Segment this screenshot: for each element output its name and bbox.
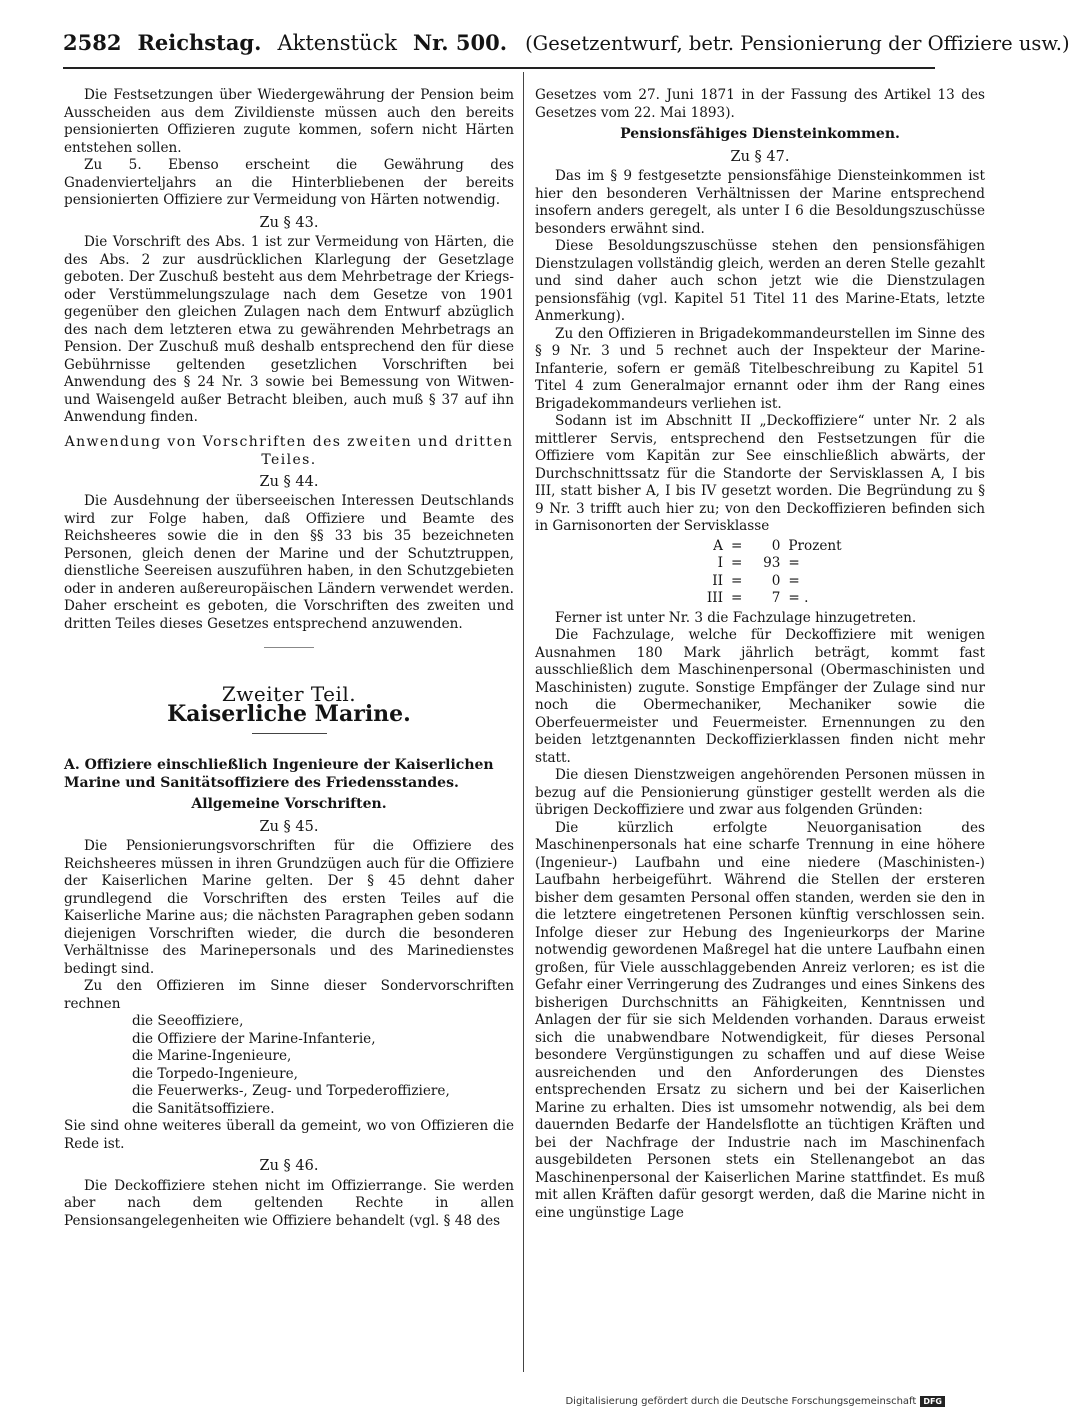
- left-column: [64, 87, 514, 1230]
- paragraph: Ferner ist unter Nr. 3 die Fachzulage hinzugetreten.: [555, 609, 917, 626]
- header-reichstag: Reichstag.: [137, 30, 262, 55]
- table-cell: Prozent: [788, 537, 842, 554]
- paragraph: Die Deckoffiziere stehen nicht im Offizierrange. Sie werden aber nach dem geltenden Rechte in allen Pensionsangelegenheiten wie Offiziere behandelt (vgl. § 48 des: [64, 1177, 514, 1229]
- chapter-heading: A. Offiziere einschließlich Ingenieure der Kaiserlichen Marine und Sanitätsoffiziere des Friedensstandes.: [64, 757, 494, 791]
- table-cell: 7: [771, 590, 781, 606]
- paragraph: Zu den Offizieren in Brigadekommandeurstellen im Sinne des § 9 Nr. 3 und 5 rechnet auch der Inspekteur der Marine-Infanterie, sofern er gemäß Titelbeschreibung zu Kapitel 51 Titel 4 zum Generalmajor ernannt oder ihm der Rang eines Brigadekommandeurs verliehen ist.: [535, 325, 985, 412]
- right-column: [535, 87, 985, 1222]
- subsection-heading: Allgemeine Vorschriften.: [191, 796, 387, 812]
- dfg-logo: DFG: [920, 1396, 945, 1407]
- table-cell: = .: [788, 590, 809, 606]
- servis-table: [685, 538, 846, 608]
- paragraph: Das im § 9 festgesetzte pensionsfähige Diensteinkommen ist hier den besonderen Verhältnissen der Marine entsprechend insofern anders geregelt, als unter I 6 die Besoldungszuschüsse besonders erwähnt sind.: [535, 168, 985, 237]
- separator-rule: [264, 647, 314, 648]
- section-heading: Zu § 45.: [259, 818, 319, 835]
- paragraph: Zu den Offizieren im Sinne dieser Sondervorschriften rechnen: [64, 978, 514, 1012]
- table-cell: 0: [771, 537, 781, 554]
- list-item: die Offiziere der Marine-Infanterie,: [132, 1030, 376, 1047]
- table-cell: A: [713, 537, 723, 554]
- header-subject: (Gesetzentwurf, betr. Pensionierung der Offiziere usw.): [525, 32, 1070, 55]
- part-title: Zweiter Teil.: [221, 682, 357, 706]
- subsection-heading: Anwendung von Vorschriften des zweiten und dritten Teiles.: [64, 433, 514, 468]
- section-heading: Zu § 43.: [259, 214, 319, 231]
- paragraph: Die Festsetzungen über Wiedergewährung der Pension beim Ausscheiden aus dem Zivildienste müssen auch den bereits pensionierten Offizieren zugute kommen, sofern nicht Härten entstehen sollen.: [64, 87, 514, 156]
- table-cell: II: [712, 572, 723, 589]
- footer-text: Digitalisierung gefördert durch die Deutsche Forschungsgemeinschaft: [565, 1396, 917, 1407]
- table-row: I = 93 =: [685, 555, 846, 573]
- paragraph: Diese Besoldungszuschüsse stehen den pensionsfähigen Dienstzulagen vollständig gleich, werden an deren Stelle gezahlt und sind daher auch schon jetzt wie die Dienstzulagen pensionsfähig (vgl. Kapitel 51 Titel 11 des Marine-Etats, letzte Anmerkung).: [535, 238, 985, 324]
- table-cell: =: [788, 555, 800, 571]
- paragraph: Die diesen Dienstzweigen angehörenden Personen müssen in bezug auf die Pensionierung günstiger gestellt werden als die übrigen Deckoffiziere und zwar aus folgenden Gründen:: [535, 767, 985, 818]
- paragraph: Die kürzlich erfolgte Neuorganisation des Maschinenpersonals hat eine scharfe Trennung in eine höhere (Ingenieur-) Laufbahn und eine niedere (Maschinisten-) Laufbahn herbeigeführt. Während die Stellen der ersteren bisher dem gesamten Personal offen standen, werden sie den in die letztere eingetretenen Personen künftig verschlossen sein. Infolge dieser zur Hebung des Ingenieurkorps der Marine notwendig gewordenen Maßregel hat die untere Laufbahn einen großen, für Viele ausschlaggebenden Anreiz verloren; es ist die Gefahr einer Verringerung des Zudranges und eines Sinkens des bisherigen Durchschnitts an Fähigkeiten, Kenntnissen und Anlagen der für sie sich Meldenden vorhanden. Daraus erweist sich die unabwendbare Notwendigkeit, für dieses Personal besondere Vergünstigungen zu schaffen und auf diese Weise ausreichenden und den Anforderungen des Dienstes entsprechenden Ersatz zu sichern und bei der Kaiserlichen Marine zu erhalten. Dies ist umsomehr notwendig, als bei dem dauernden Bedarfe der Handelsflotte an tüchtigen Kräften und bei der Nachfrage der Industrie nach im Maschinenfach ausgebildeten Personen stets ein Stellenangebot an das Maschinenpersonal der Kaiserlichen Marine stattfindet. Es muß mit allen Kräften dafür gesorgt werden, daß die Marine nicht in eine ungünstige Lage: [535, 819, 985, 1221]
- paragraph: Die Pensionierungsvorschriften für die Offiziere des Reichsheeres müssen in ihren Grundzügen auch für die Offiziere der Kaiserlichen Marine gelten. Der § 45 dehnt daher grundlegend die Vorschriften des ersten Teiles auf die Kaiserliche Marine aus; die nächsten Paragraphen geben sodann diejenigen Vorschriften wieder, die durch die besonderen Verhältnisse des Marinepersonals und des Marinedienstes bedingt sind.: [64, 838, 514, 977]
- section-heading: Zu § 47.: [730, 148, 790, 165]
- running-header: [63, 30, 1070, 60]
- separator-rule: [252, 733, 327, 734]
- list-item: die Torpedo-Ingenieure,: [132, 1065, 298, 1082]
- paragraph: Die Vorschrift des Abs. 1 ist zur Vermeidung von Härten, die des Abs. 2 zur ausdrücklichen Klarlegung der Gesetzlage geboten. Der Zuschuß besteht aus dem Mehrbetrage der Kriegs- oder Verstümmelungszulage nach dem Gesetze von 1901 gegenüber den gleichen Zulagen nach dem Entwurf abzüglich des nach dem letzteren etwa zu gewährenden Mehrbetrags an Pension. Der Zuschuß muß deshalb entsprechend den für diese Gebührnisse geltenden gesetzlichen Vorschriften bei Anwendung des § 24 Nr. 3 sowie bei Bemessung von Witwen- und Waisengeld außer Betracht bleiben, auch muß § 37 auf ihn Anwendung finden.: [64, 234, 514, 425]
- table-row: III = 7 = .: [685, 590, 846, 608]
- part-subtitle: Kaiserliche Marine.: [167, 700, 411, 727]
- table-cell: 0: [771, 572, 781, 589]
- officer-list: [64, 1013, 514, 1118]
- paragraph: Die Ausdehnung der überseeischen Interessen Deutschlands wird zur Folge haben, daß Offiziere und Beamte des Reichsheeres sowie die in den §§ 33 bis 35 bezeichneten Personen, gleich denen der Marine und der Schutztruppen, dienstliche Seereisen auszuführen haben, in den Schutzgebieten oder in anderen außereuropäischen Ländern verwendet werden. Daher erscheint es geboten, die Vorschriften des zweiten und dritten Teiles dieses Gesetzes entsprechend anzuwenden.: [64, 493, 514, 632]
- table-cell: I: [717, 555, 723, 571]
- subsection-heading: Pensionsfähiges Diensteinkommen.: [620, 126, 900, 142]
- list-item: die Seeoffiziere,: [132, 1013, 244, 1029]
- list-item: die Marine-Ingenieure,: [132, 1048, 292, 1064]
- paragraph: Sodann ist im Abschnitt II „Deckoffiziere“ unter Nr. 2 als mittlerer Servis, entsprechend den Festsetzungen für die Offiziere vom Kapitän zur See einschließlich abwärts, der Durchschnittssatz für die Standorte der Servisklassen A, I bis III, statt bisher A, I bis IV gesetzt worden. Die Begründung zu § 9 Nr. 3 trifft auch hier zu; von den Deckoffizieren befinden sich in Garnisonorten der Servisklasse: [535, 413, 985, 534]
- table-cell: III: [706, 590, 723, 606]
- section-heading: Zu § 44.: [259, 473, 319, 490]
- paragraph: Zu 5. Ebenso erscheint die Gewährung des Gnadenvierteljahrs an die Hinterbliebenen der bereits pensionierten Offiziere zur Vermeidung von Härten notwendig.: [64, 157, 514, 208]
- list-item: die Sanitätsoffiziere.: [132, 1100, 275, 1117]
- table-cell: 93: [763, 555, 781, 571]
- section-heading: Zu § 46.: [259, 1158, 319, 1174]
- paragraph: Gesetzes vom 27. Juni 1871 in der Fassung des Artikel 13 des Gesetzes vom 22. Mai 1893).: [535, 87, 985, 121]
- header-aktenstueck: Aktenstück: [277, 31, 397, 55]
- column-divider: [523, 72, 524, 1372]
- paragraph: Die Fachzulage, welche für Deckoffiziere mit wenigen Ausnahmen 180 Mark jährlich beträgt, kommt fast ausschließlich dem Maschinenpersonal (Obermaschinisten und Maschinisten) zugute. Sonstige Empfänger der Zulage sind nur noch die Obermechaniker, Mechaniker sowie die Oberfeuermeister und Feuermeister. Ernennungen zu den beiden letztgenannten Deckoffizierklassen finden nicht mehr statt.: [535, 627, 985, 766]
- digitization-footer: [565, 1396, 945, 1407]
- header-number: Nr. 500.: [412, 30, 508, 55]
- paragraph: Sie sind ohne weiteres überall da gemeint, wo von Offizieren die Rede ist.: [64, 1118, 514, 1152]
- table-cell: =: [788, 572, 800, 589]
- list-item: die Feuerwerks-, Zeug- und Torpederoffiziere,: [132, 1083, 450, 1099]
- page-number: 2582: [63, 30, 122, 55]
- header-rule: [63, 67, 935, 69]
- table-row: A = 0 Prozent: [685, 538, 846, 556]
- table-row: II = 0 =: [685, 573, 846, 591]
